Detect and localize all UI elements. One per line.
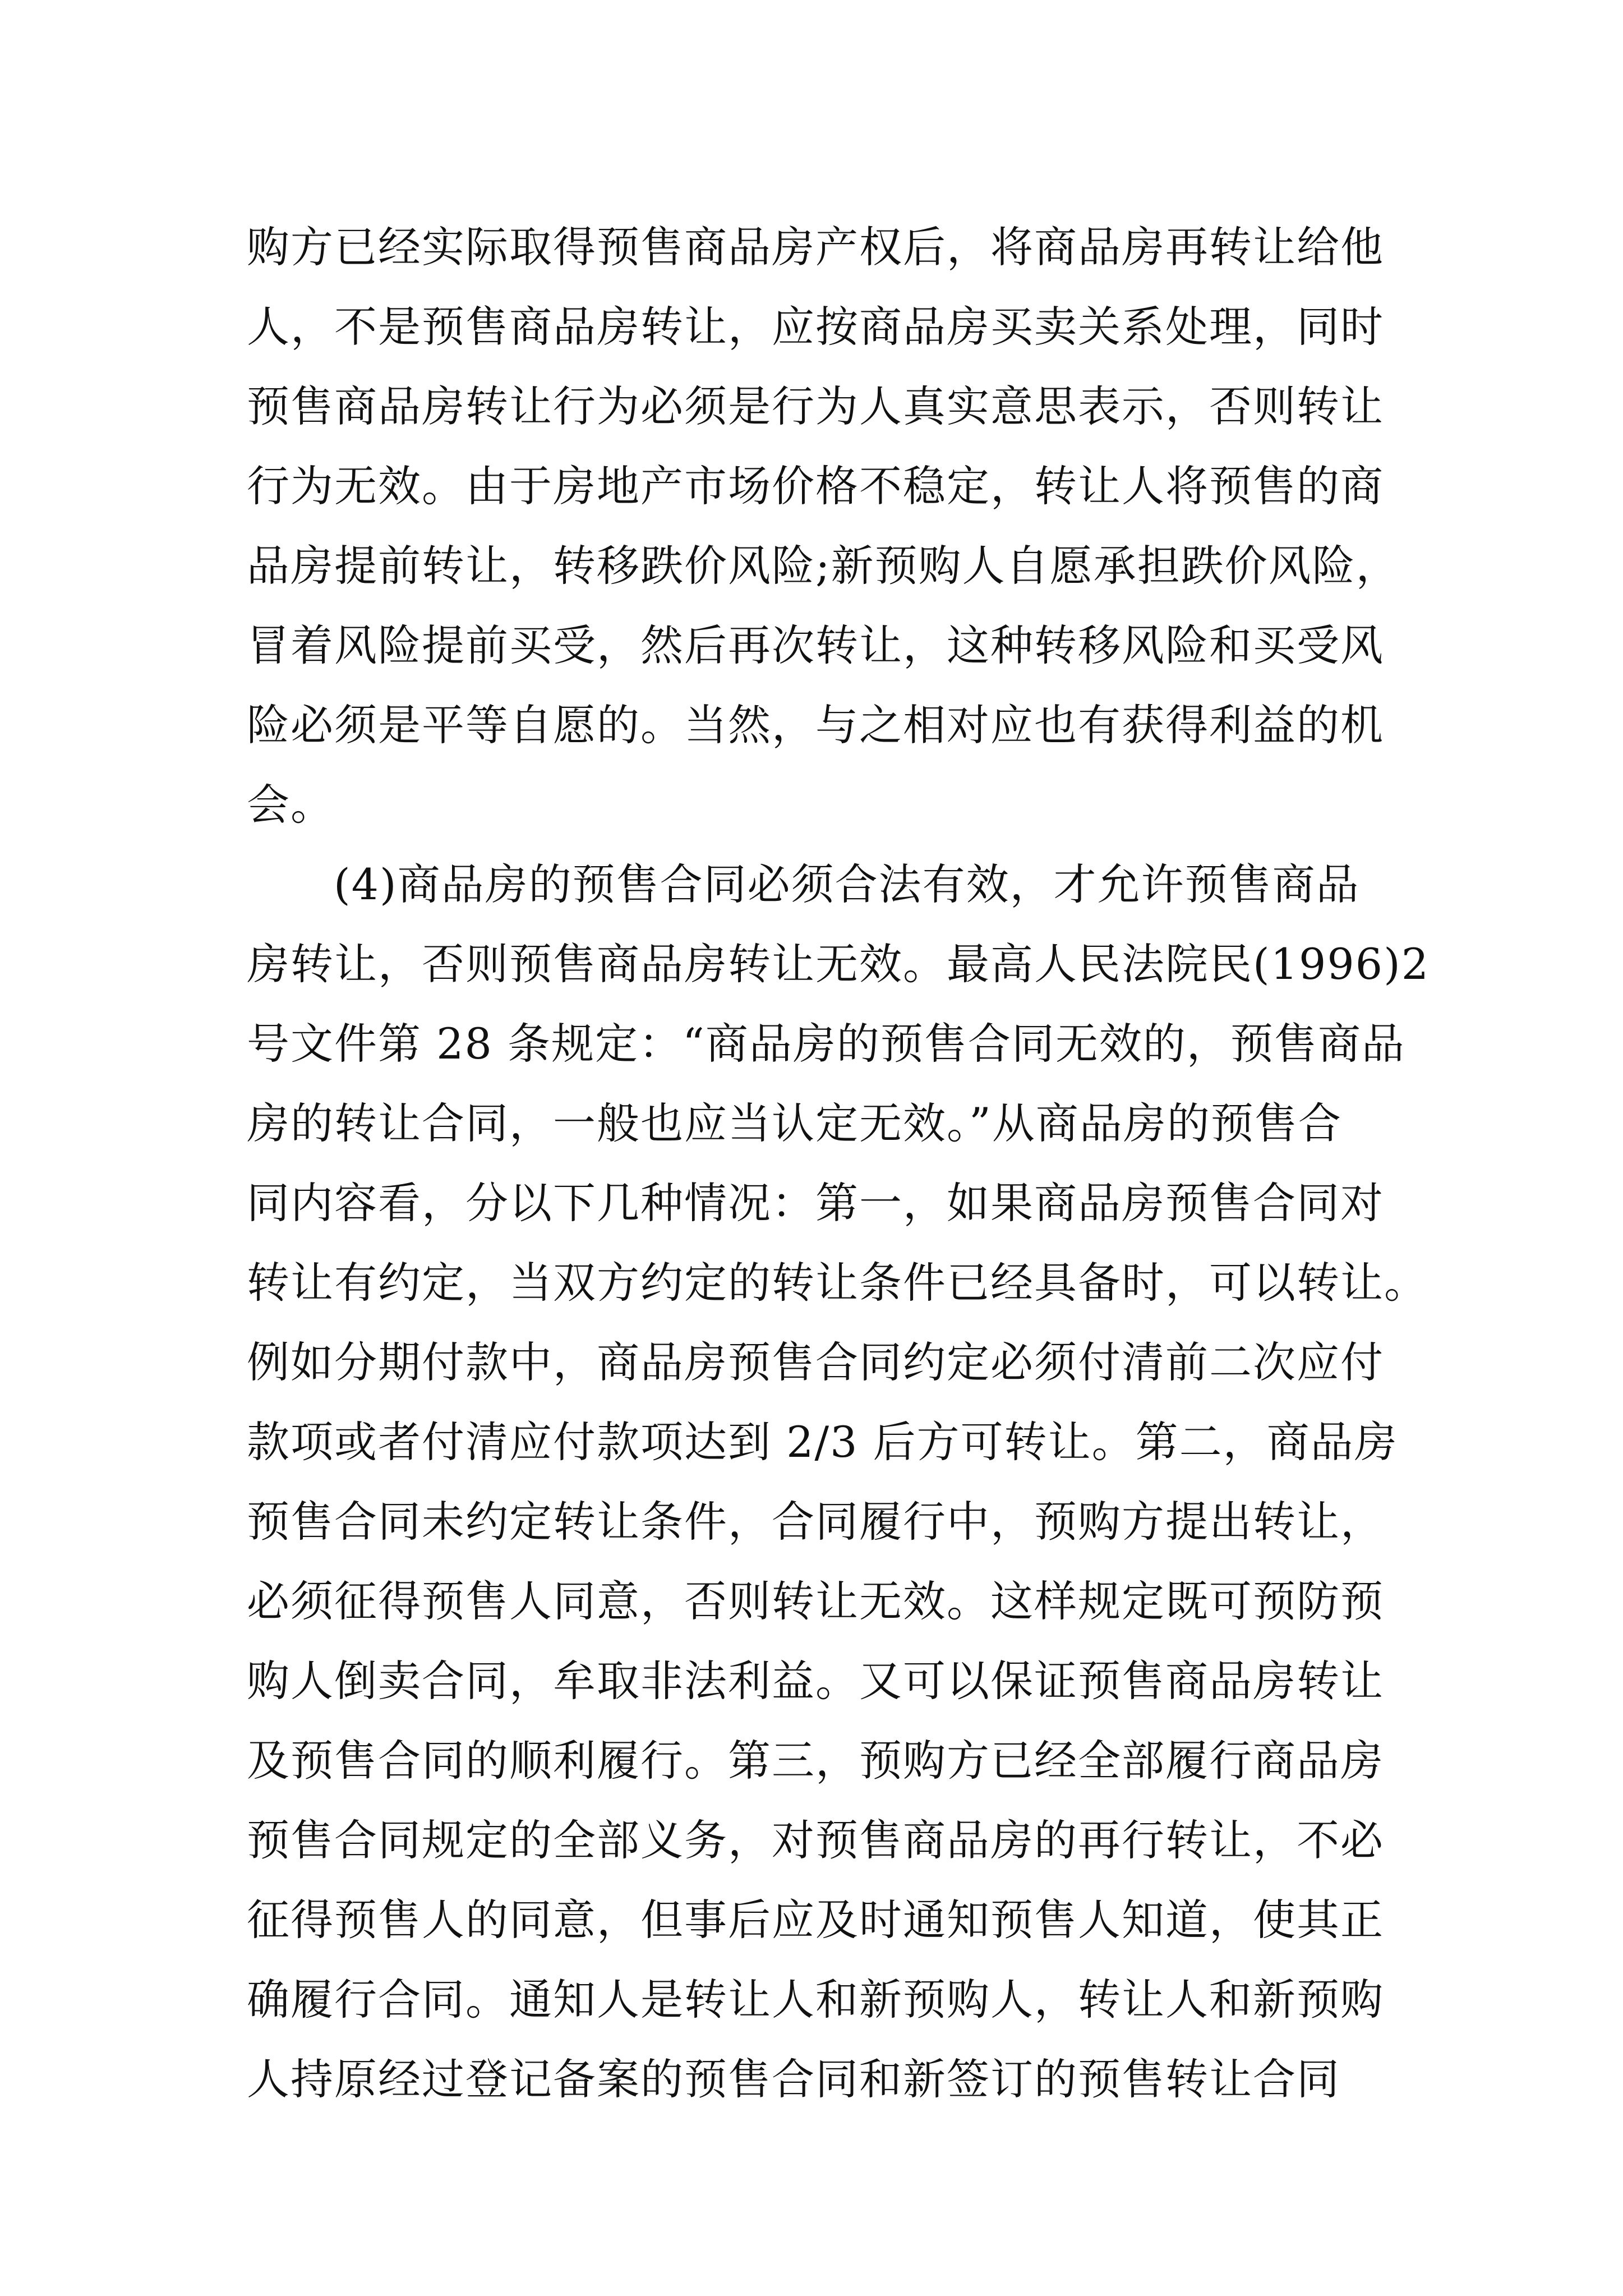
text-line: 转让有约定，当双方约定的转让条件已经具备时，可以转让。 bbox=[247, 1258, 1428, 1308]
text-line: 人持原经过登记备案的预售合同和新签订的预售转让合同 bbox=[247, 2054, 1340, 2104]
paragraph-start-line: (4)商品房的预售合同必须合法有效，才允许预售商品 bbox=[334, 859, 1360, 909]
text-line: 购方已经实际取得预售商品房产权后，将商品房再转让给他 bbox=[247, 222, 1384, 272]
text-line: 号文件第 28 条规定：“商品房的预售合同无效的，预售商品 bbox=[247, 1019, 1405, 1069]
text-line: 征得预售人的同意，但事后应及时通知预售人知道，使其正 bbox=[247, 1895, 1384, 1945]
text-line: 冒着风险提前买受，然后再次转让，这种转移风险和买受风 bbox=[247, 620, 1384, 670]
text-line: 险必须是平等自愿的。当然，与之相对应也有获得利益的机 bbox=[247, 700, 1384, 750]
body-text bbox=[247, 208, 1430, 2119]
text-line: 购人倒卖合同，牟取非法利益。又可以保证预售商品房转让 bbox=[247, 1656, 1384, 1706]
text-line: 同内容看，分以下几种情况：第一，如果商品房预售合同对 bbox=[247, 1178, 1384, 1228]
text-line: 预售合同规定的全部义务，对预售商品房的再行转让，不必 bbox=[247, 1815, 1384, 1865]
text-line: 行为无效。由于房地产市场价格不稳定，转让人将预售的商 bbox=[247, 461, 1384, 511]
text-line: 房转让，否则预售商品房转让无效。最高人民法院民(1996)2 bbox=[247, 939, 1430, 989]
text-line: 例如分期付款中，商品房预售合同约定必须付清前二次应付 bbox=[247, 1337, 1384, 1387]
text-line: 会。 bbox=[247, 780, 334, 830]
text-line: 及预售合同的顺利履行。第三，预购方已经全部履行商品房 bbox=[247, 1736, 1384, 1786]
text-line: 预售合同未约定转让条件，合同履行中，预购方提出转让， bbox=[247, 1497, 1384, 1547]
text-line: 预售商品房转让行为必须是行为人真实意思表示，否则转让 bbox=[247, 381, 1384, 431]
text-line: 款项或者付清应付款项达到 2/3 后方可转让。第二，商品房 bbox=[247, 1417, 1398, 1467]
text-line: 必须征得预售人同意，否则转让无效。这样规定既可预防预 bbox=[247, 1576, 1384, 1626]
text-line: 品房提前转让，转移跌价风险;新预购人自愿承担跌价风险， bbox=[247, 541, 1400, 591]
text-line: 确履行合同。通知人是转让人和新预购人，转让人和新预购 bbox=[247, 1975, 1384, 2024]
text-line: 人，不是预售商品房转让，应按商品房买卖关系处理，同时 bbox=[247, 302, 1384, 352]
text-line: 房的转让合同，一般也应当认定无效。”从商品房的预售合 bbox=[247, 1098, 1342, 1148]
